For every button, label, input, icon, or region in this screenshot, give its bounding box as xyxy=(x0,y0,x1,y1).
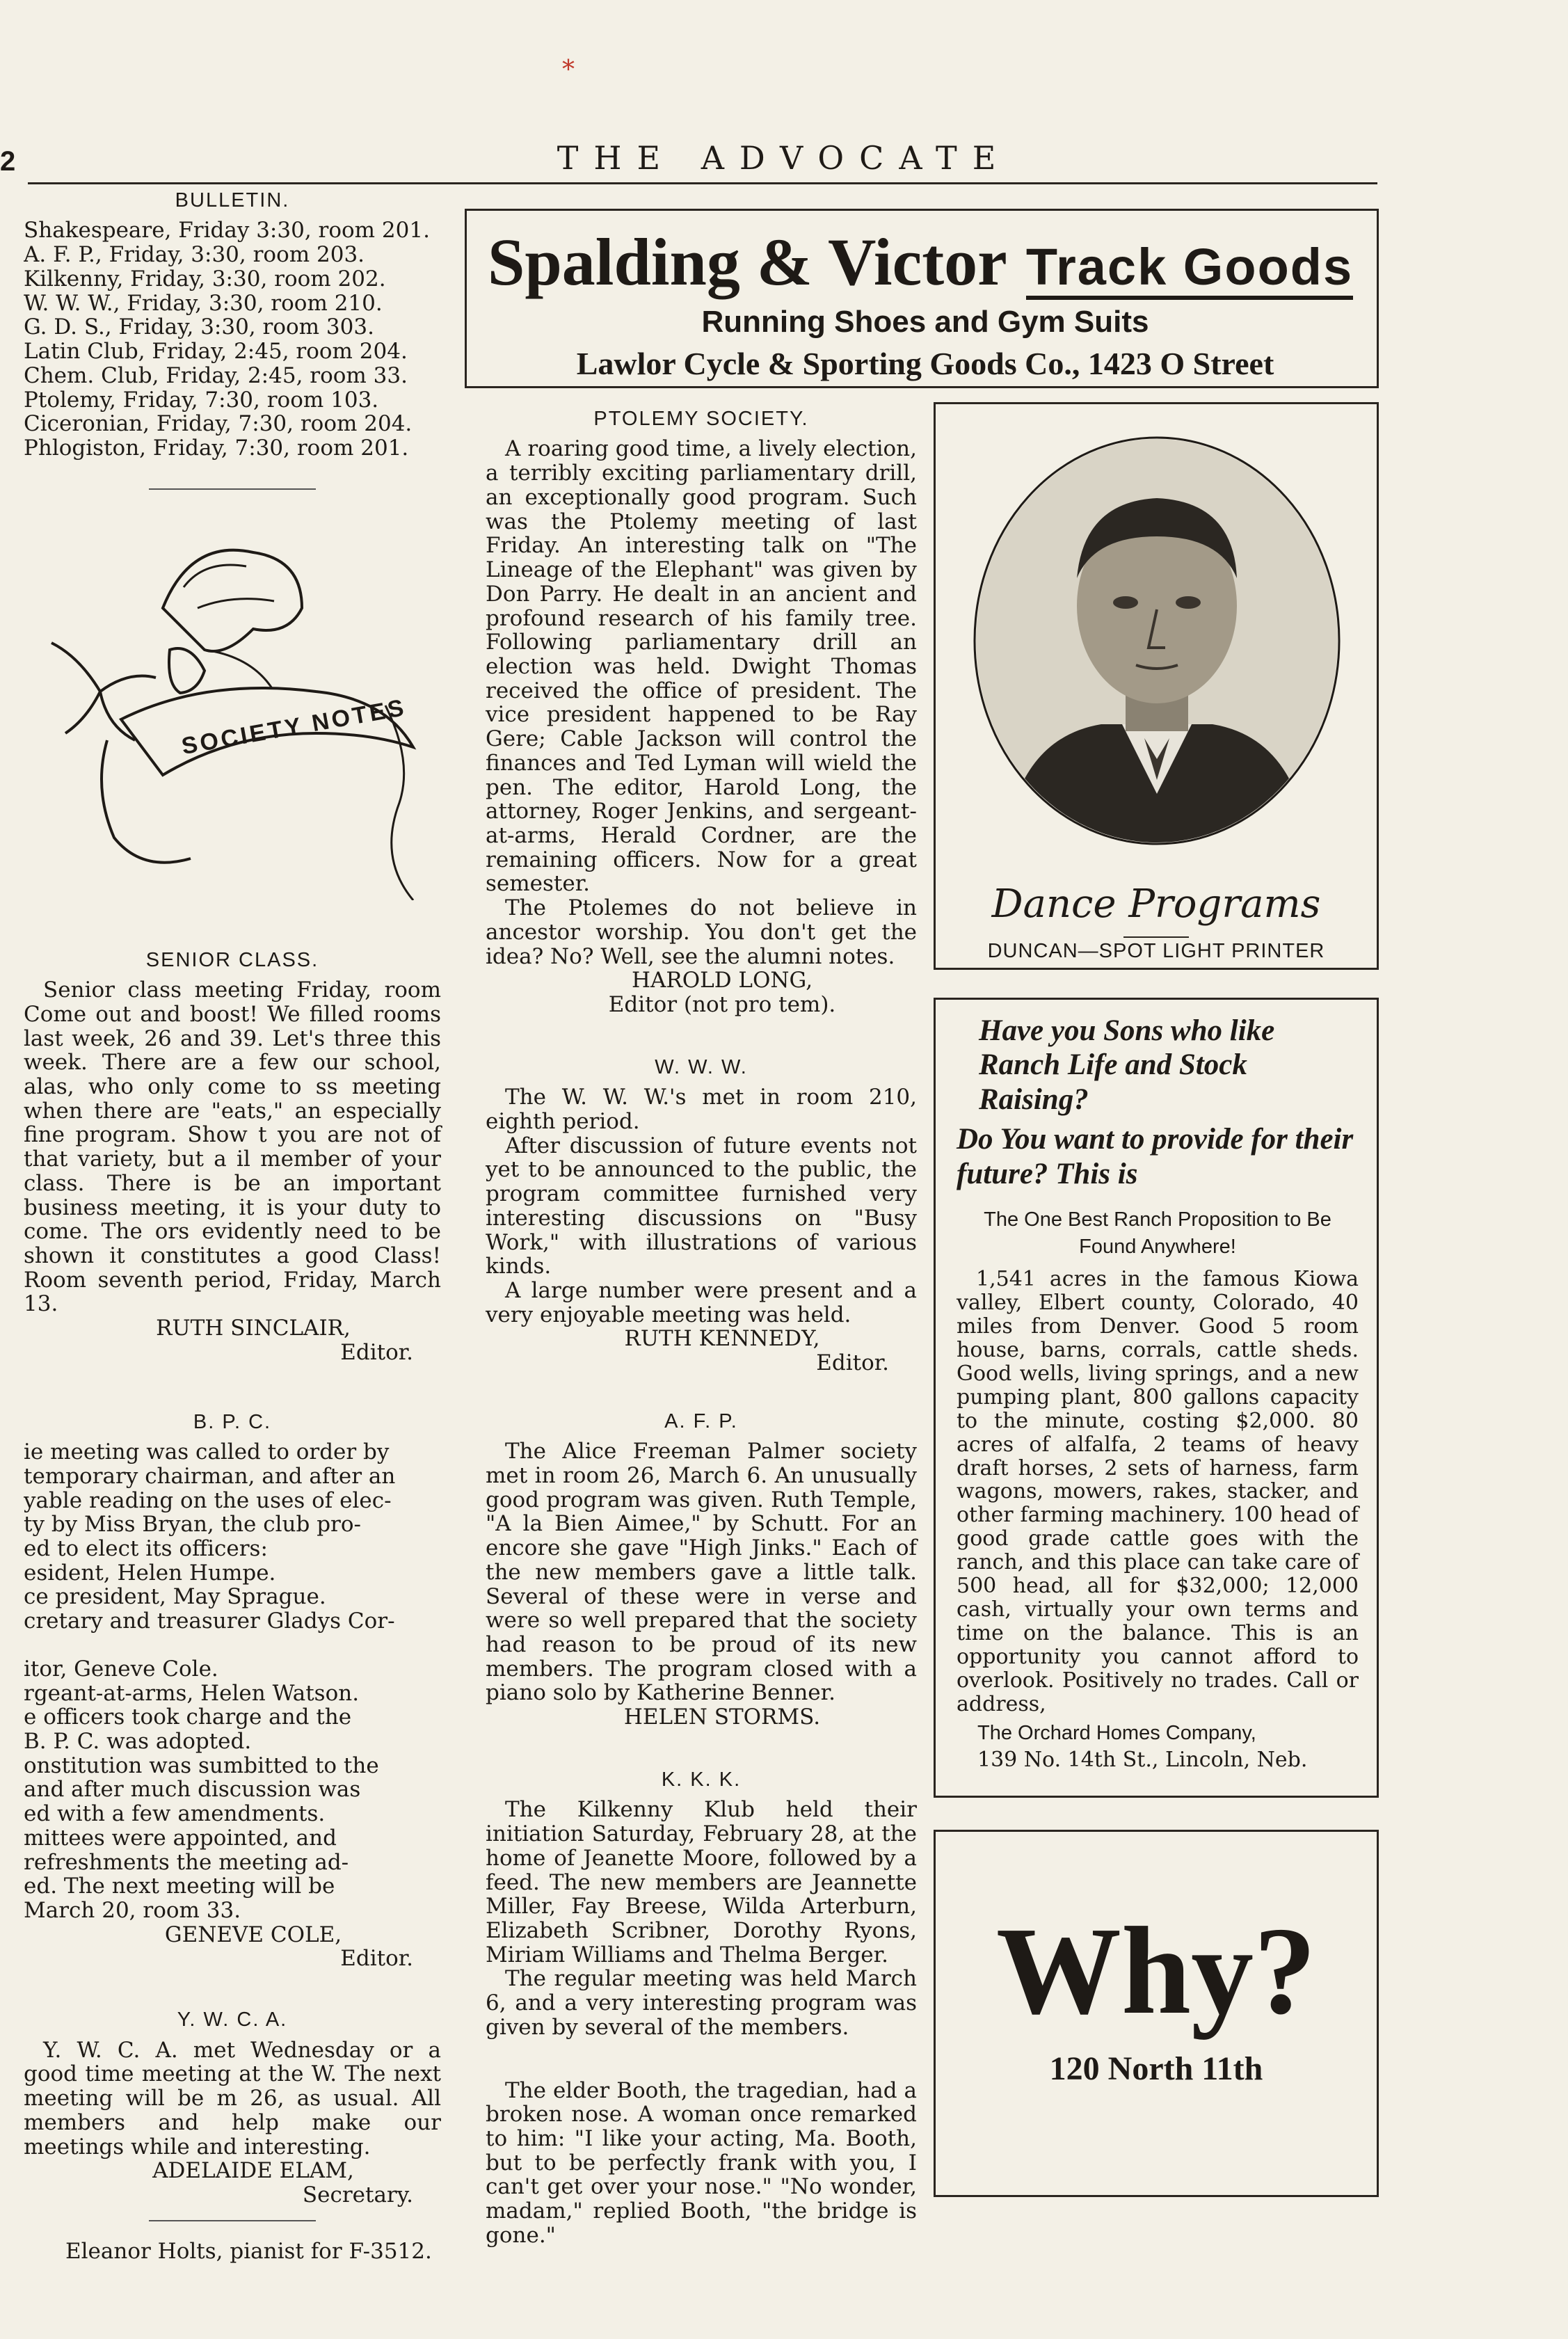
spalding-track-goods: Track Goods xyxy=(1026,238,1353,300)
dance-programs-title: Dance Programs xyxy=(991,881,1321,927)
bpc-signer-title: Editor. xyxy=(340,1946,413,1972)
bpc-line: ed to elect its officers: xyxy=(24,1536,268,1561)
bpc-line: cretary and treasurer Gladys Cor- xyxy=(24,1609,395,1634)
bulletin-line: Kilkenny, Friday, 3:30, room 202. xyxy=(24,266,386,292)
ywca-signer: ADELAIDE ELAM, xyxy=(152,2158,354,2184)
kkk-heading: K. K. K. xyxy=(661,1768,742,1791)
kkk-p1: The Kilkenny Klub held their initiation Saturday, February 28, at the home of Jeanette Moore, followed by a feed. The new members are Jeannette Miller, Fay Breese, Wilda Arterburn, Elizabeth Scribner, Dorothy Ryons, Miriam Williams and Thelma Berger. xyxy=(486,1797,917,1967)
ptolemy-p2: The Ptolemes do not believe in ancestor worship. You don't get the idea? No? Well, see the alumni notes. xyxy=(486,895,917,969)
society-notes-illustration xyxy=(24,511,441,900)
bpc-line: ed with a few amendments. xyxy=(24,1802,326,1826)
bpc-line: refreshments the meeting ad- xyxy=(24,1850,349,1875)
ptolemy-signer-title: Editor (not pro tem). xyxy=(608,992,836,1017)
bulletin-heading: BULLETIN. xyxy=(175,189,290,211)
afp-signer: HELEN STORMS. xyxy=(623,1705,821,1730)
ranch-sub: The One Best Ranch Proposition to Be Found Anywhere! xyxy=(984,1208,1331,1259)
bulletin-line: Latin Club, Friday, 2:45, room 204. xyxy=(24,340,408,364)
ywca-signer-title: Secretary. xyxy=(302,2182,413,2208)
bulletin-line: Chem. Club, Friday, 2:45, room 33. xyxy=(24,363,408,388)
bpc-heading: B. P. C. xyxy=(193,1410,272,1433)
senior-class-heading: SENIOR CLASS. xyxy=(145,948,319,971)
header-rule xyxy=(28,182,1377,184)
ptolemy-heading: PTOLEMY SOCIETY. xyxy=(593,408,809,430)
society-notes-caption: SOCIETY NOTES xyxy=(179,694,409,760)
middle-column xyxy=(486,408,917,2248)
www-heading: W. W. W. xyxy=(655,1055,748,1078)
bpc-line: and after much discussion was xyxy=(24,1778,361,1803)
bulletin-line: W. W. W., Friday, 3:30, room 210. xyxy=(24,291,383,316)
ywca-body: Y. W. C. A. met Wednesday or a good time meeting at the W. The next meeting will be m 26, as usual. All members and help make our meetings while and interesting. xyxy=(24,2037,441,2160)
bpc-line: itor, Geneve Cole. xyxy=(24,1657,218,1682)
bulletin-line: A. F. P., Friday, 3:30, room 203. xyxy=(24,243,365,267)
ink-mark: * xyxy=(562,56,575,84)
spalding-address: Lawlor Cycle & Sporting Goods Co., 1423 O Street xyxy=(576,346,1274,381)
bulletin-list xyxy=(24,218,441,460)
bpc-line: onstitution was sumbitted to the xyxy=(24,1753,379,1778)
www-p2: After discussion of future events not yet to be announced to the public, the program committee furnished very interesting discussions on "Busy Work," with illustrations of various kinds. xyxy=(486,1133,917,1279)
bpc-line xyxy=(24,1634,441,1657)
bulletin-line: Ciceronian, Friday, 7:30, room 204. xyxy=(24,412,413,436)
bpc-signer: GENEVE COLE, xyxy=(164,1922,342,1947)
left-column xyxy=(24,189,441,2263)
dance-programs-printer: DUNCAN—SPOT LIGHT PRINTER xyxy=(987,940,1325,962)
dance-programs-ad xyxy=(934,402,1379,970)
divider xyxy=(149,2220,316,2221)
senior-class-signer: RUTH SINCLAIR, xyxy=(156,1316,351,1341)
bpc-body xyxy=(24,1440,441,1923)
afp-body: The Alice Freeman Palmer society met in room 26, March 6. An unusually good program was given. Ruth Temple, "A la Bien Aimee," by Schutt. For an encore she gave "High Jinks." Each of the new members gave a little talk. Several of these were in verse and were so well prepared that the society had reason to be proud of its new members. The program closed with a piano solo by Katherine Benner. xyxy=(486,1439,917,1706)
www-p3: A large number were present and a very enjoyable meeting was held. xyxy=(486,1277,917,1327)
why-ad xyxy=(934,1830,1379,2197)
bulletin-line: Ptolemy, Friday, 7:30, room 103. xyxy=(24,388,379,413)
bpc-line: temporary chairman, and after an xyxy=(24,1464,396,1489)
ranch-question-1: Have you Sons who like Ranch Life and Stock Raising? xyxy=(979,1014,1275,1116)
divider xyxy=(149,488,316,490)
divider xyxy=(1123,936,1189,938)
ranch-body: 1,541 acres in the famous Kiowa valley, Elbert county, Colorado, 40 miles from Denver. Good 5 room house, barns, corrals, cattle sheds. Good wells, living springs, and a new pumping plant, 800 gallons capacity to the minute, costing $2,000. 80 acres of alfalfa, 2 teams of heavy draft horses, 2 sets of harness, farm wagons, mowers, rakes, stacker, and other farming machinery. 100 head of good grade cattle goes with the ranch, and this place can take care of 500 head, all for $32,000; 12,000 cash, virtually your own terms and time on the balance. This is an opportunity you cannot afford to overlook. Positively no trades. Call or address, xyxy=(957,1267,1359,1716)
bpc-line: March 20, room 33. xyxy=(24,1899,241,1923)
portrait-photo xyxy=(962,432,1352,849)
bulletin-line: Phlogiston, Friday, 7:30, room 201. xyxy=(24,436,409,461)
bpc-line: B. P. C. was adopted. xyxy=(24,1730,252,1754)
afp-heading: A. F. P. xyxy=(664,1410,738,1432)
page-number: 2 xyxy=(0,146,16,177)
masthead: THE ADVOCATE xyxy=(557,139,1011,177)
why-address: 120 North 11th xyxy=(1049,2050,1263,2087)
bpc-line: yable reading on the uses of elec- xyxy=(24,1488,392,1513)
bulletin-line: G. D. S., Friday, 3:30, room 303. xyxy=(24,315,374,340)
ptolemy-p1: A roaring good time, a lively election, a terribly exciting parliamentary drill, an exceptionally good program. Such was the Ptolemy meeting of last Friday. An interesting talk on "The Lineage of the Elephant" was given by Don Parry. He dealt in an ancient and profound research of his family tree. Following parliamentary drill an election was held. Dwight Thomas received the office of president. The vice president happened to be Ray Gere; Cable Jackson will control the finances and Ted Lyman will wield the pen. The editor, Harold Long, the attorney, Roger Jenkins, and sergeant-at-arms, Herald Cordner, are the remaining officers. Now for a great semester. xyxy=(486,436,917,897)
bpc-line: ce president, May Sprague. xyxy=(24,1585,326,1610)
ptolemy-signer: HAROLD LONG, xyxy=(631,968,813,993)
bpc-line: ed. The next meeting will be xyxy=(24,1874,335,1899)
spalding-title: Spalding & Victor xyxy=(488,225,1007,299)
ranch-question-2: Do You want to provide for their future? This is xyxy=(957,1123,1354,1190)
ranch-ad xyxy=(934,998,1379,1798)
bpc-line: ty by Miss Bryan, the club pro- xyxy=(24,1512,361,1537)
booth-anecdote: The elder Booth, the tragedian, had a broken nose. A woman once remarked to him: "I like your acting, Ma. Booth, but to be perfectly frank with you, I can't get over your nose." "No wonder, madam," replied Booth, "the bridge is gone." xyxy=(486,2077,917,2248)
www-signer: RUTH KENNEDY, xyxy=(624,1326,820,1352)
senior-class-signer-title: Editor. xyxy=(340,1339,413,1365)
senior-class-body: Senior class meeting Friday, room Come out and boost! We filled rooms last week, 26 and 39. Let's three this week. There are a few our school, alas, who only come to ss meeting when there are "eats," an especially fine program. Show t you are not of that variety, but a il member of your class. There is be an important business meeting, it is your duty to come. The ors evidently need to be shown it constitutes a good Class! Room seventh period, Friday, March 13. xyxy=(24,977,441,1317)
www-p1: The W. W. W.'s met in room 210, eighth period. xyxy=(486,1085,917,1134)
spalding-ad xyxy=(465,209,1379,388)
bpc-line: mittees were appointed, and xyxy=(24,1826,337,1851)
bpc-line: ie meeting was called to order by xyxy=(24,1440,390,1464)
bpc-line: rgeant-at-arms, Helen Watson. xyxy=(24,1681,360,1706)
ranch-company: The Orchard Homes Company, xyxy=(977,1722,1256,1745)
ranch-address: 139 No. 14th St., Lincoln, Neb. xyxy=(977,1747,1308,1772)
ywca-heading: Y. W. C. A. xyxy=(177,2009,288,2031)
www-signer-title: Editor. xyxy=(816,1350,889,1376)
ywca-footer: Eleanor Holts, pianist for F-3512. xyxy=(65,2238,432,2264)
bulletin-line: Shakespeare, Friday 3:30, room 201. xyxy=(24,218,430,244)
bpc-line: esident, Helen Humpe. xyxy=(24,1560,276,1586)
why-title: Why? xyxy=(995,1901,1317,2040)
bpc-line: e officers took charge and the xyxy=(24,1705,352,1730)
kkk-p2: The regular meeting was held March 6, and a very interesting program was given by several of the members. xyxy=(486,1966,917,2040)
spalding-sub: Running Shoes and Gym Suits xyxy=(701,305,1149,339)
